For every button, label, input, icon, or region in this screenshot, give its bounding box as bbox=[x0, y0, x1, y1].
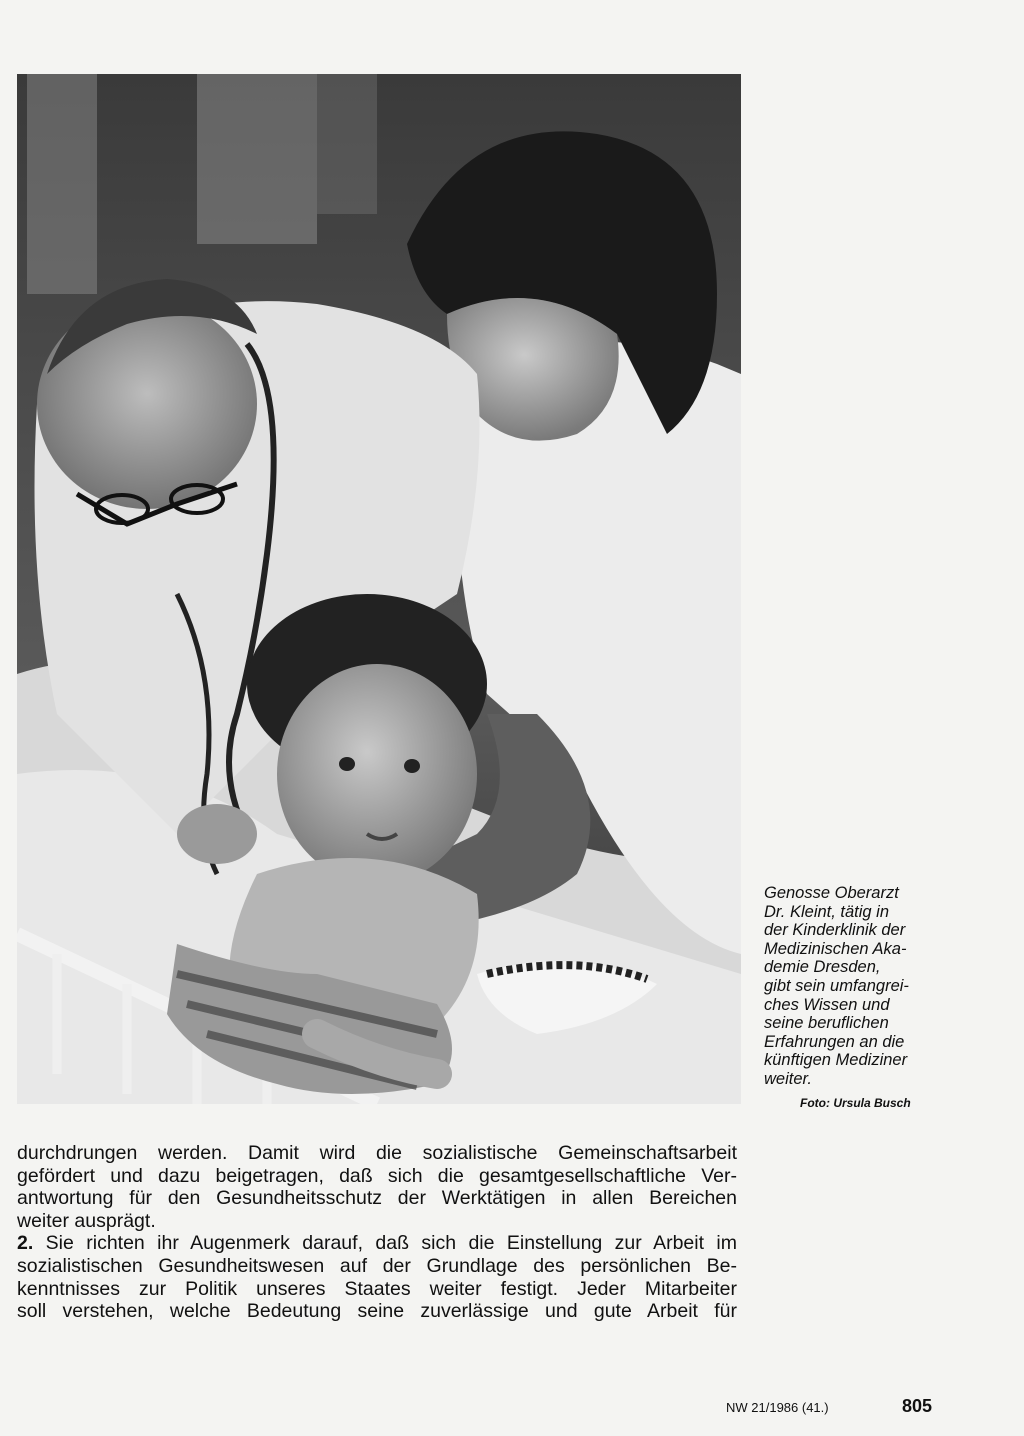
body-line: durchdrungen werden. Damit wird die sozialistische Gemeinschaftsarbeit bbox=[17, 1142, 737, 1164]
body-line: weiter ausprägt. bbox=[17, 1209, 156, 1232]
body-line: kenntnisses zur Politik unseres Staates weiter festigt. Jeder Mitarbeiter bbox=[17, 1277, 737, 1300]
caption-line: Medizinischen Aka- bbox=[764, 939, 907, 958]
caption-line: künftigen Mediziner bbox=[764, 1051, 908, 1070]
caption-line: demie Dresden, bbox=[764, 958, 881, 977]
body-line: sozialistischen Gesundheitswesen auf der Grundlage des persönlichen Be- bbox=[17, 1254, 737, 1277]
photo-illustration bbox=[17, 74, 741, 1104]
body-line-numbered bbox=[17, 1232, 737, 1255]
caption-line: weiter. bbox=[764, 1069, 812, 1088]
caption-line: seine beruflichen bbox=[764, 1014, 889, 1033]
caption-line: Genosse Oberarzt bbox=[764, 884, 899, 902]
photo-caption bbox=[764, 884, 964, 1089]
caption-line: Dr. Kleint, tätig in bbox=[764, 902, 890, 921]
issue-reference: NW 21/1986 (41.) bbox=[726, 1400, 829, 1415]
doctor-nurse-child-photo bbox=[17, 74, 741, 1104]
caption-line: Erfahrungen an die bbox=[764, 1032, 905, 1051]
article-body bbox=[17, 1142, 737, 1323]
body-line: gefördert und dazu beigetragen, daß sich die gesamtgesellschaftliche Ver- bbox=[17, 1164, 737, 1187]
body-line-text: Sie richten ihr Augenmerk darauf, daß sich die Einstellung zur Arbeit im bbox=[33, 1232, 737, 1255]
photo-credit: Foto: Ursula Busch bbox=[800, 1096, 911, 1110]
paragraph-number: 2. bbox=[17, 1232, 34, 1255]
caption-line: gibt sein umfangrei- bbox=[764, 976, 909, 995]
caption-line: der Kinderklinik der bbox=[764, 921, 906, 940]
page-number: 805 bbox=[902, 1396, 933, 1416]
caption-line: ches Wissen und bbox=[764, 995, 890, 1014]
body-line: soll verstehen, welche Bedeutung seine zuverlässige und gute Arbeit für bbox=[17, 1300, 737, 1323]
body-line: antwortung für den Gesundheitsschutz der Werktätigen in allen Bereichen bbox=[17, 1187, 737, 1210]
